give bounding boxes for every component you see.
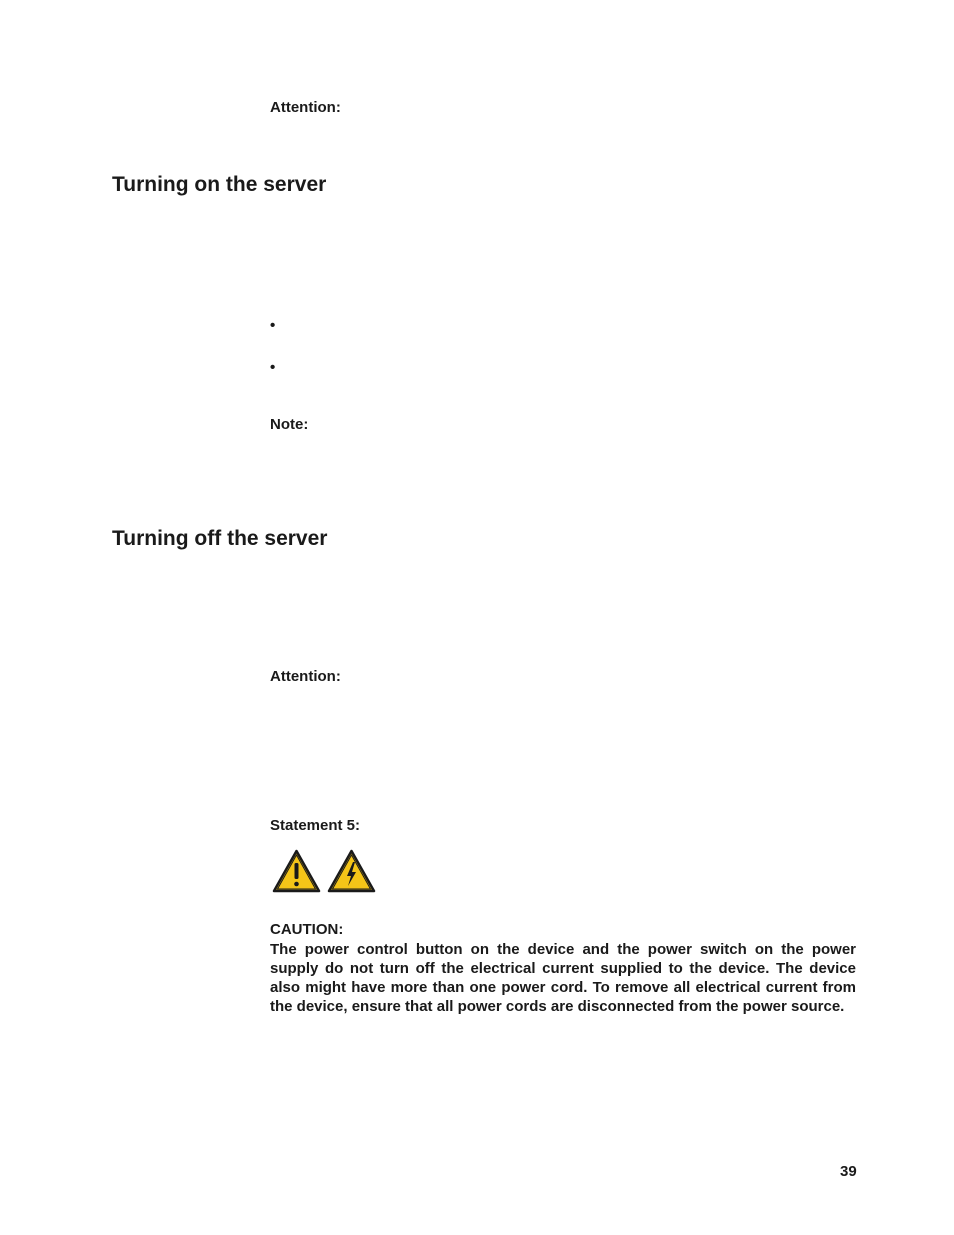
note-label: Note: (270, 416, 309, 433)
attention-label-1: Attention: (270, 99, 341, 116)
electrical-hazard-icon (327, 849, 376, 893)
section-heading-turning-off: Turning off the server (112, 527, 328, 550)
statement-label: Statement 5: (270, 817, 361, 834)
attention-label-2: Attention: (270, 668, 341, 685)
warning-exclamation-icon (272, 849, 321, 893)
page-number: 39 (840, 1163, 857, 1180)
bullet-2: • (270, 359, 276, 376)
bullet-1: • (270, 317, 276, 334)
section-heading-turning-on: Turning on the server (112, 173, 327, 196)
caution-label: CAUTION: (270, 921, 344, 938)
hazard-icons (272, 849, 376, 893)
caution-text: The power control button on the device and the power switch on the power supply do not turn off the electrical current supplied to the device. The device also might have more than one power cord. To remove all electrical current from the device, ensure that all power cords are disconnected from the power source. (270, 941, 856, 1015)
